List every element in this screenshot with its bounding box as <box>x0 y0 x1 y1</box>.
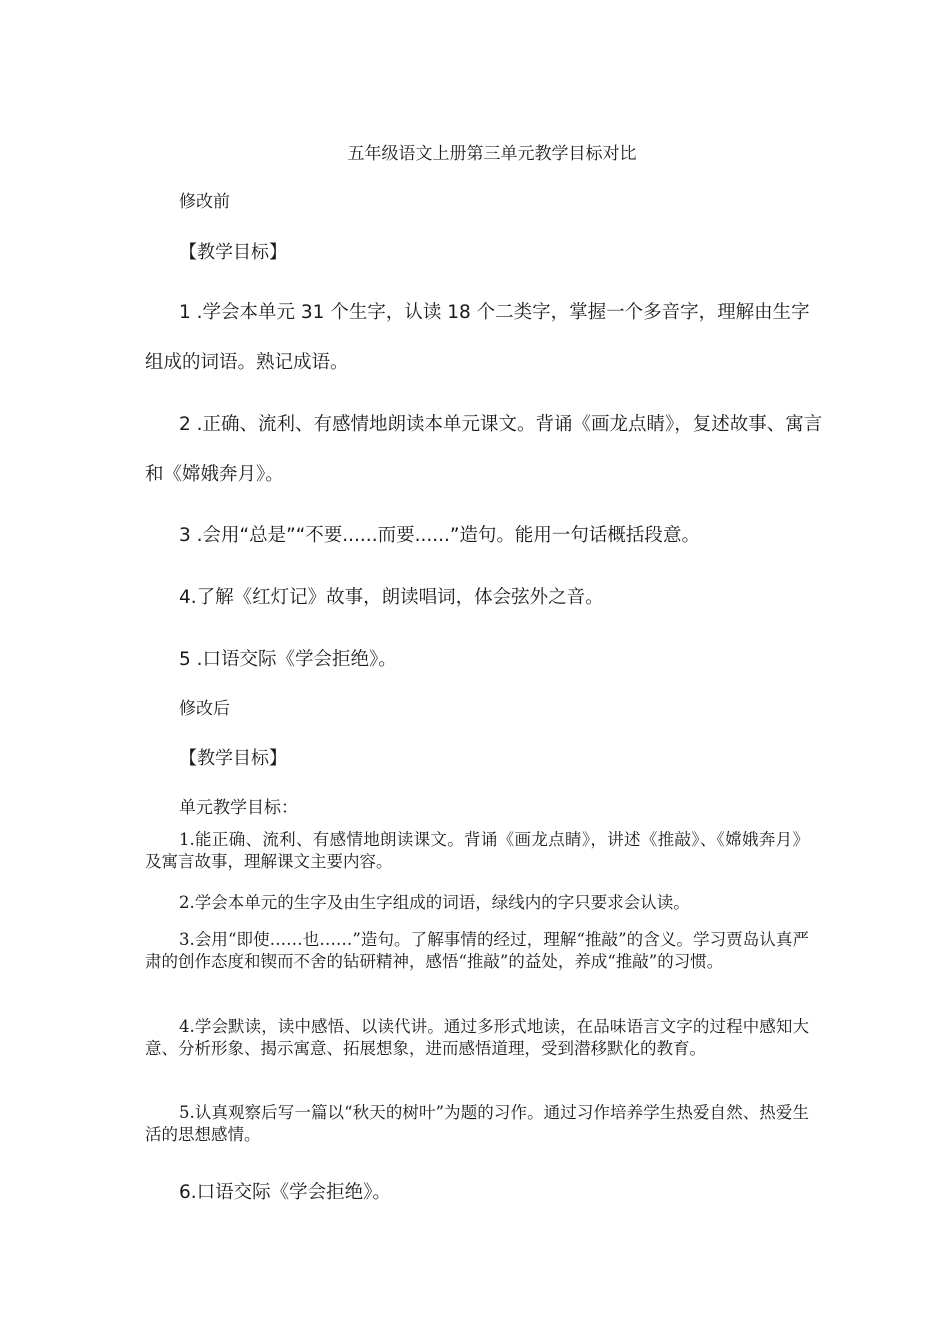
after-heading: 【教学目标】 <box>179 748 287 769</box>
after-item-6: 6.口语交际《学会拒绝》。 <box>179 1182 391 1203</box>
before-item-2-line-2: 和《嫦娥奔月》。 <box>145 464 284 485</box>
before-item-2-line-1: 2 .正确、流利、有感情地朗读本单元课文。背诵《画龙点睛》，复述故事、寓言 <box>179 414 823 435</box>
before-label: 修改前 <box>179 192 230 212</box>
before-item-1-line-2: 组成的词语。熟记成语。 <box>145 352 349 373</box>
after-item-1: 1.能正确、流利、有感情地朗读课文。背诵《画龙点睛》，讲述《推敲》、《嫦娥奔月》及寓言故事，理解课文主要内容。 <box>145 830 809 871</box>
before-heading: 【教学目标】 <box>179 242 287 263</box>
after-subheading: 单元教学目标： <box>179 798 298 818</box>
before-item-1-line-1: 1 .学会本单元 31 个生字，认读 18 个二类字，掌握一个多音字，理解由生字 <box>179 302 810 323</box>
document-title: 五年级语文上册第三单元教学目标对比 <box>347 144 637 164</box>
before-item-4: 4.了解《红灯记》故事，朗读唱词，体会弦外之音。 <box>179 587 604 608</box>
after-item-3: 3.会用“即使……也……”造句。了解事情的经过，理解“推敲”的含义。学习贾岛认真严肃的创作态度和锲而不舍的钻研精神，感悟“推敲”的益处，养成“推敲”的习惯。 <box>145 930 809 971</box>
after-item-4: 4.学会默读，读中感悟、以读代讲。通过多形式地读，在品味语言文字的过程中感知大意、分析形象、揭示寓意、拓展想象，进而感悟道理，受到潜移默化的教育。 <box>145 1017 809 1058</box>
after-label: 修改后 <box>179 699 230 719</box>
before-item-3: 3 .会用“总是”“不要......而要......”造句。能用一句话概括段意。 <box>179 525 700 546</box>
after-item-2: 2.学会本单元的生字及由生字组成的词语，绿线内的字只要求会认读。 <box>179 893 690 912</box>
before-item-5: 5 .口语交际《学会拒绝》。 <box>179 649 397 670</box>
after-item-5: 5.认真观察后写一篇以“秋天的树叶”为题的习作。通过习作培养学生热爱自然、热爱生活的思想感情。 <box>145 1103 809 1144</box>
